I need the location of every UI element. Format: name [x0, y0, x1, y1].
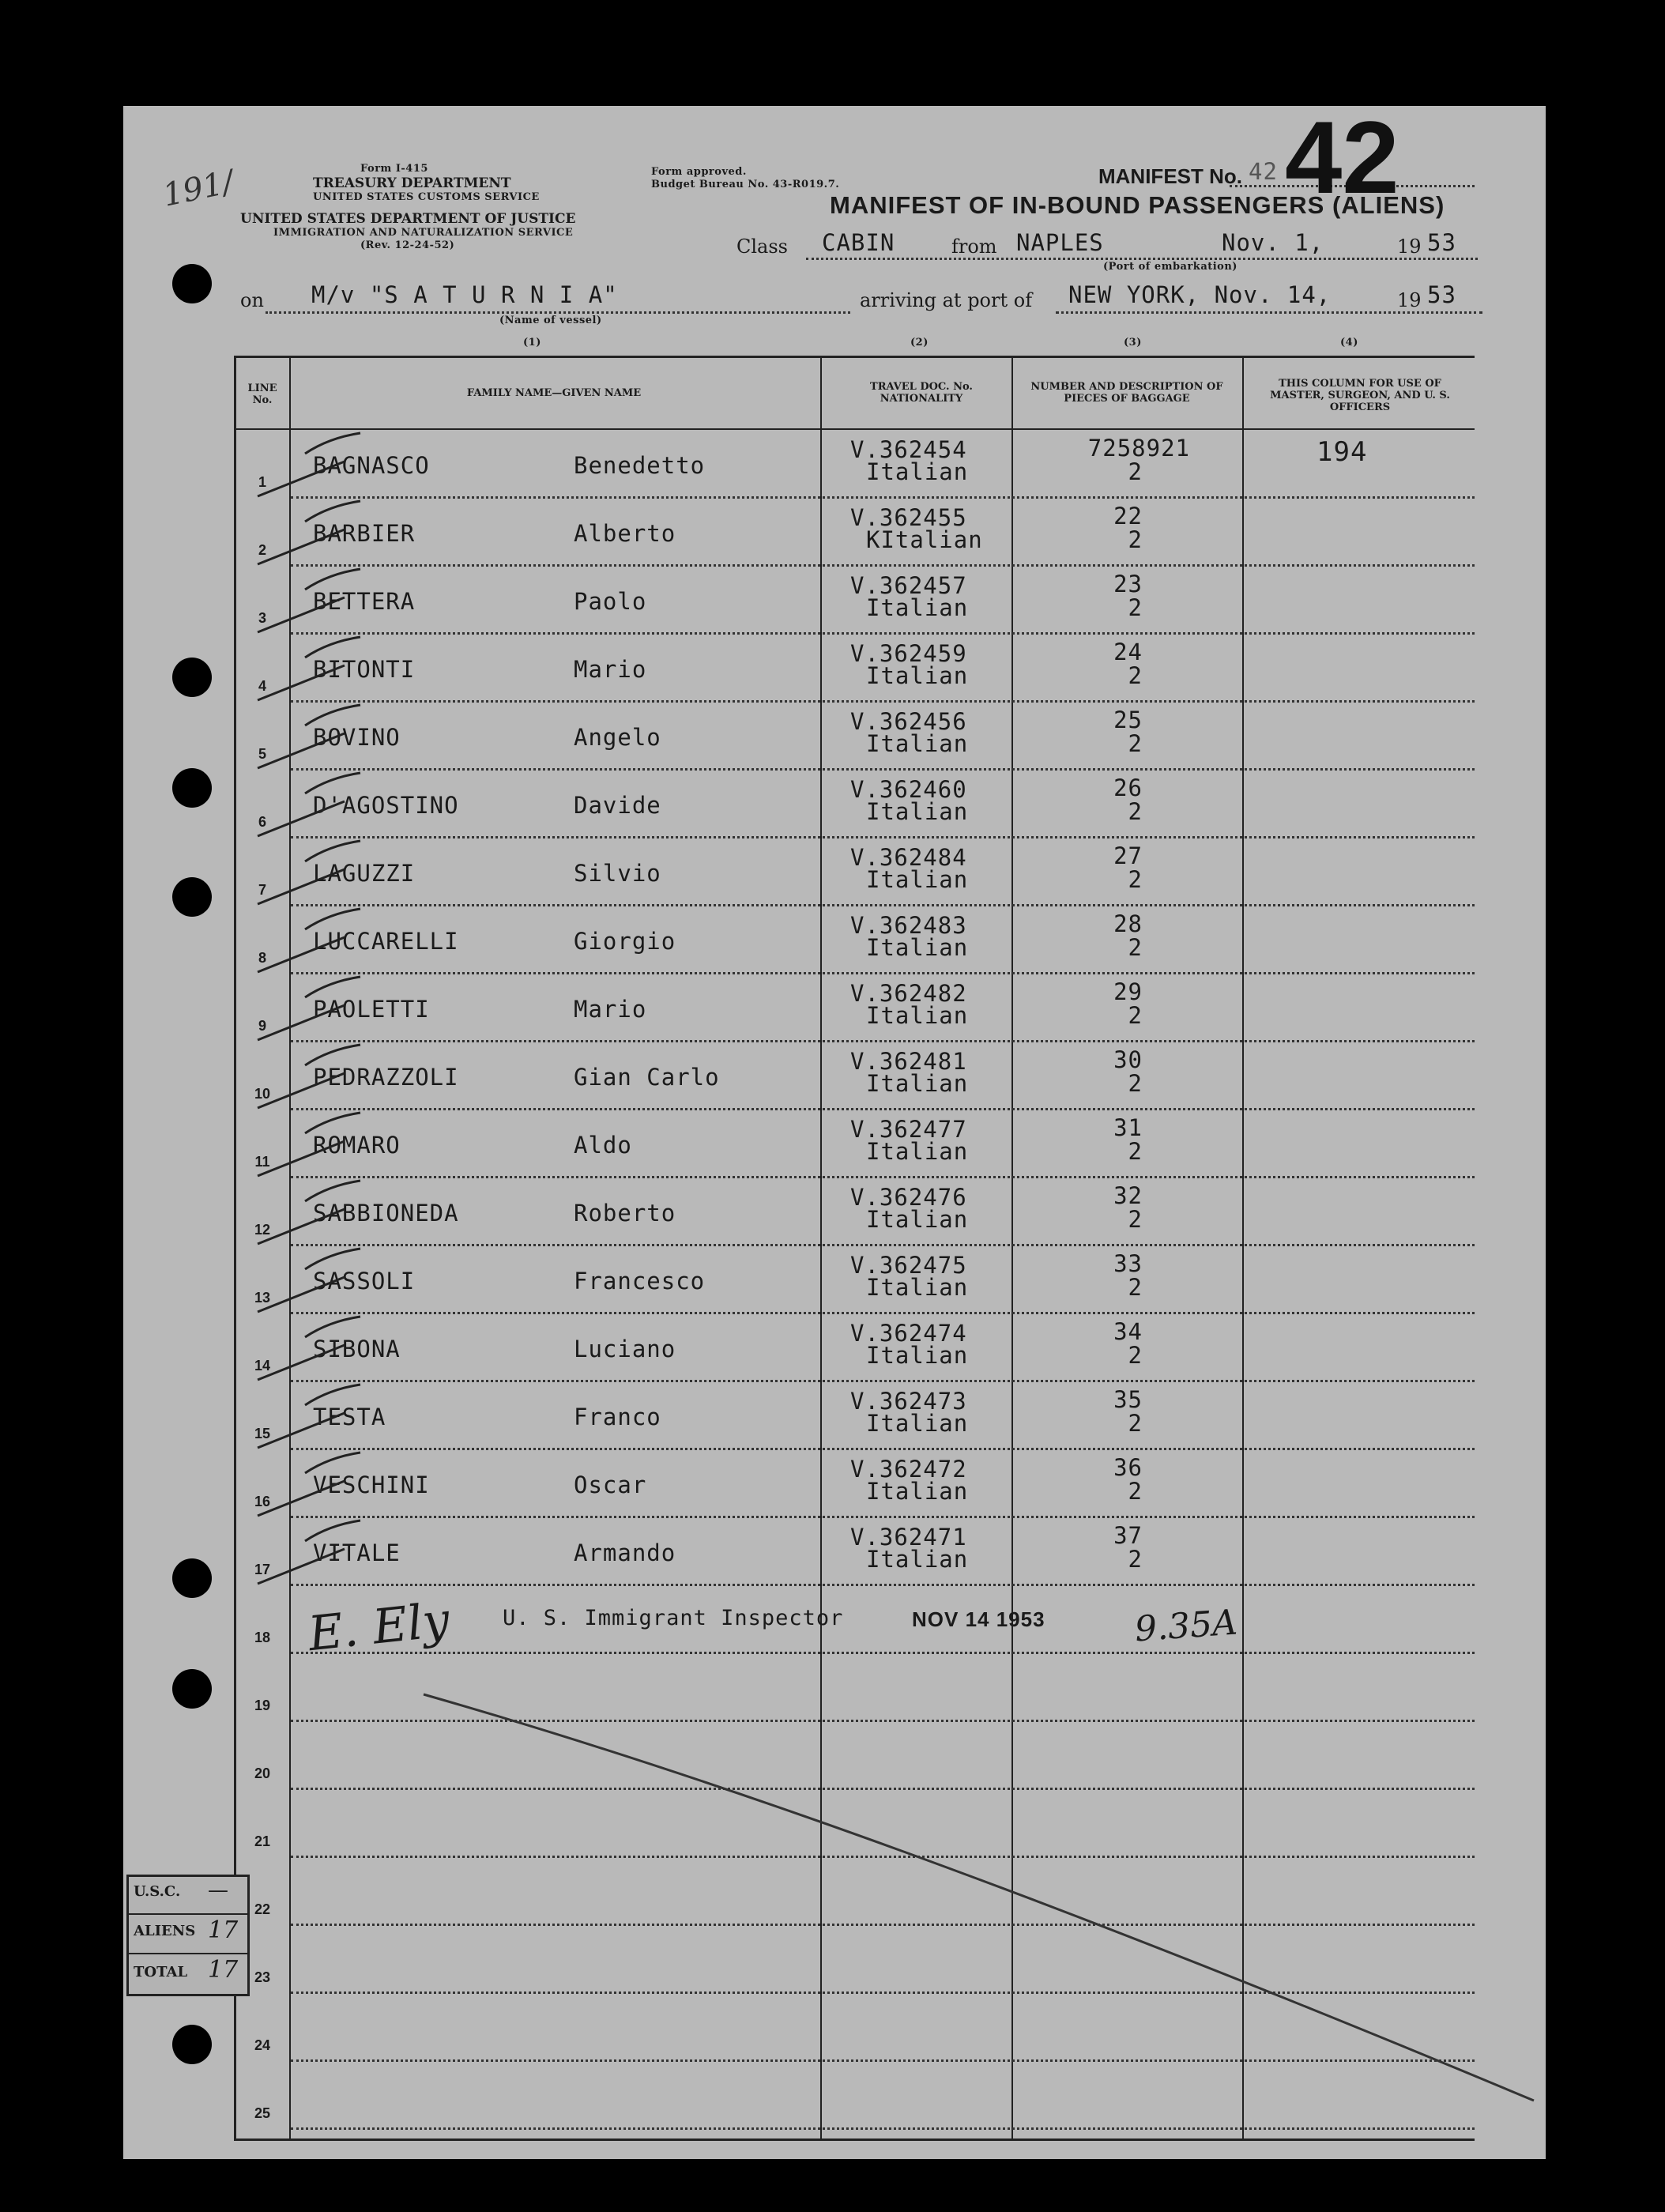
baggage-pieces: 2 — [1128, 526, 1143, 553]
travel-doc-number: V.362455 — [850, 504, 967, 531]
total-label: TOTAL — [134, 1964, 188, 1980]
nationality: Italian — [866, 1478, 969, 1505]
given-name: Luciano — [574, 1336, 676, 1362]
baggage-tag-number: 28 — [1113, 910, 1143, 937]
table-row — [123, 566, 1546, 634]
line-number: 4 — [258, 678, 266, 694]
baggage-pieces: 2 — [1128, 458, 1143, 485]
form-revision: (Rev. 12-24-52) — [360, 239, 455, 251]
travel-doc-number: V.362473 — [850, 1388, 967, 1415]
table-row — [123, 770, 1546, 838]
table-row — [123, 1178, 1546, 1245]
baggage-pieces: 2 — [1128, 594, 1143, 621]
table-row — [123, 974, 1546, 1042]
line-number: 21 — [254, 1833, 271, 1849]
column-number-3: (3) — [1124, 337, 1142, 349]
given-name: Mario — [574, 996, 647, 1023]
family-name: TESTA — [313, 1404, 386, 1430]
line-number: 1 — [258, 474, 266, 490]
baggage-tag-number: 33 — [1113, 1250, 1143, 1277]
travel-doc-number: V.362481 — [850, 1048, 967, 1075]
aliens-value: 17 — [208, 1916, 239, 1944]
family-name: D'AGOSTINO — [313, 792, 459, 819]
usc-value: — — [208, 1879, 228, 1902]
department-of-justice: UNITED STATES DEPARTMENT OF JUSTICE — [240, 211, 576, 227]
given-name: Angelo — [574, 724, 661, 751]
baggage-pieces: 2 — [1128, 1274, 1143, 1301]
vessel-name: M/v "S A T U R N I A" — [311, 281, 618, 308]
baggage-tag-number: 22 — [1113, 503, 1143, 529]
given-name: Armando — [574, 1539, 676, 1566]
line-number: 20 — [254, 1765, 271, 1781]
tally-stamp — [126, 1875, 250, 1996]
family-name: PEDRAZZOLI — [313, 1064, 459, 1091]
family-name: VITALE — [313, 1539, 401, 1566]
nationality: Italian — [866, 1342, 969, 1369]
from-label: from — [951, 236, 997, 258]
nationality: Italian — [866, 730, 969, 757]
baggage-pieces: 2 — [1128, 730, 1143, 757]
nationality: Italian — [866, 458, 969, 485]
customs-service: UNITED STATES CUSTOMS SERVICE — [313, 191, 540, 203]
baggage-tag-number: 35 — [1113, 1386, 1143, 1413]
nationality: Italian — [866, 798, 969, 825]
port-embarkation-caption: (Port of embarkation) — [1103, 261, 1237, 273]
line-number: 5 — [258, 746, 266, 762]
table-row — [123, 1993, 1546, 2061]
table-row — [123, 702, 1546, 770]
inspector-label: U. S. Immigrant Inspector — [503, 1606, 844, 1630]
tally-divider — [129, 1913, 247, 1915]
family-name: ROMARO — [313, 1132, 401, 1159]
header-travel-doc: TRAVEL DOC. No. NATIONALITY — [870, 381, 973, 405]
line-number: 16 — [254, 1494, 271, 1509]
given-name: Gian Carlo — [574, 1064, 720, 1091]
travel-doc-number: V.362459 — [850, 640, 967, 667]
line-number: 18 — [254, 1630, 271, 1645]
table-row — [123, 430, 1546, 498]
line-number: 14 — [254, 1358, 271, 1374]
line-number: 24 — [254, 2037, 271, 2053]
baggage-pieces: 2 — [1128, 1342, 1143, 1369]
nationality: Italian — [866, 1138, 969, 1165]
line-number: 12 — [254, 1222, 271, 1238]
nationality: Italian — [866, 1206, 969, 1233]
inspector-signature: E. Ely — [305, 1592, 452, 1663]
baggage-tag-number: 36 — [1113, 1454, 1143, 1481]
table-row — [123, 906, 1546, 974]
baggage-tag-number: 31 — [1113, 1114, 1143, 1141]
table-row — [123, 1857, 1546, 1925]
given-name: Franco — [574, 1404, 661, 1430]
line-number: 19 — [254, 1698, 271, 1713]
nationality: Italian — [866, 1070, 969, 1097]
header-officers: THIS COLUMN FOR USE OF MASTER, SURGEON, AND U. S. OFFICERS — [1270, 378, 1450, 413]
arriving-value: NEW YORK, Nov. 14, — [1068, 281, 1332, 308]
column-number-2: (2) — [910, 337, 929, 349]
baggage-tag-number: 24 — [1113, 639, 1143, 665]
table-row — [123, 1653, 1546, 1721]
line-number: 11 — [254, 1154, 270, 1170]
arrival-year: 53 — [1427, 281, 1456, 308]
arriving-line — [1056, 311, 1482, 314]
treasury-department: TREASURY DEPARTMENT — [313, 175, 511, 191]
nationality: Italian — [866, 1546, 969, 1573]
family-name: PAOLETTI — [313, 996, 430, 1023]
baggage-pieces: 2 — [1128, 798, 1143, 825]
arrival-year-prefix: 19 — [1397, 289, 1422, 311]
baggage-pieces: 2 — [1128, 1410, 1143, 1437]
line-number: 6 — [258, 814, 266, 830]
header-name: FAMILY NAME—GIVEN NAME — [466, 387, 642, 399]
travel-doc-number: V.362482 — [850, 980, 967, 1007]
family-name: BOVINO — [313, 724, 401, 751]
given-name: Francesco — [574, 1268, 706, 1294]
table-row — [123, 1245, 1546, 1313]
table-row — [123, 1517, 1546, 1585]
table-row — [123, 634, 1546, 702]
travel-doc-number: V.362456 — [850, 708, 967, 735]
nationality: Italian — [866, 866, 969, 893]
line-number: 3 — [258, 610, 266, 626]
departure-date: Nov. 1, — [1222, 229, 1324, 256]
given-name: Davide — [574, 792, 661, 819]
travel-doc-number: V.362471 — [850, 1524, 967, 1551]
given-name: Alberto — [574, 520, 676, 547]
inspection-date-stamp: NOV 14 1953 — [912, 1607, 1045, 1631]
nationality: Italian — [866, 1274, 969, 1301]
family-name: BITONTI — [313, 656, 416, 683]
class-line — [806, 258, 1478, 260]
manifest-number-small: 42 — [1249, 158, 1278, 185]
travel-doc-number: V.362457 — [850, 572, 967, 599]
travel-doc-number: V.362475 — [850, 1252, 967, 1279]
class-label: Class — [736, 236, 788, 258]
baggage-pieces: 2 — [1128, 662, 1143, 689]
travel-doc-number: V.362476 — [850, 1184, 967, 1211]
nationality: Italian — [866, 594, 969, 621]
travel-doc-number: V.362454 — [850, 436, 967, 463]
given-name: Paolo — [574, 588, 647, 615]
line-number: 17 — [254, 1562, 271, 1577]
baggage-tag-number: 32 — [1113, 1182, 1143, 1209]
given-name: Silvio — [574, 860, 661, 887]
table-row — [123, 1381, 1546, 1449]
table-row — [123, 1449, 1546, 1517]
total-value: 17 — [208, 1956, 239, 1984]
table-row — [123, 1042, 1546, 1110]
table-top-rule — [234, 356, 1475, 358]
line-number: 2 — [258, 542, 266, 558]
baggage-tag-number: 26 — [1113, 774, 1143, 801]
line-number: 22 — [254, 1901, 271, 1917]
given-name: Mario — [574, 656, 647, 683]
inspection-time: 9.35A — [1133, 1602, 1239, 1650]
given-name: Aldo — [574, 1132, 632, 1159]
from-value: NAPLES — [1016, 229, 1104, 256]
baggage-pieces: 2 — [1128, 934, 1143, 961]
table-row — [123, 2061, 1546, 2129]
line-number: 8 — [258, 950, 266, 966]
family-name: BARBIER — [313, 520, 416, 547]
nationality: Italian — [866, 934, 969, 961]
given-name: Giorgio — [574, 928, 676, 955]
baggage-tag-number: 7258921 — [1087, 435, 1190, 462]
manifest-title: MANIFEST OF IN-BOUND PASSENGERS (ALIENS) — [830, 191, 1445, 219]
family-name: SASSOLI — [313, 1268, 416, 1294]
line-number: 13 — [254, 1290, 271, 1306]
baggage-pieces: 2 — [1128, 866, 1143, 893]
line-number: 9 — [258, 1018, 266, 1034]
given-name: Benedetto — [574, 452, 706, 479]
table-row — [123, 1925, 1546, 1993]
family-name: BAGNASCO — [313, 452, 430, 479]
baggage-pieces: 2 — [1128, 1478, 1143, 1505]
nationality: Italian — [866, 662, 969, 689]
header-line-no: LINE No. — [247, 382, 277, 406]
nationality: Italian — [866, 1410, 969, 1437]
travel-doc-number: V.362472 — [850, 1456, 967, 1483]
table-row — [123, 498, 1546, 566]
baggage-pieces: 2 — [1128, 1546, 1143, 1573]
table-row — [123, 1789, 1546, 1857]
vessel-caption: (Name of vessel) — [499, 315, 602, 326]
tally-divider — [129, 1953, 247, 1954]
baggage-pieces: 2 — [1128, 1206, 1143, 1233]
row-separator — [291, 2127, 1475, 2130]
baggage-tag-number: 30 — [1113, 1046, 1143, 1073]
officer-note: 194 — [1317, 436, 1368, 468]
form-approved: Form approved. — [651, 166, 747, 178]
table-row — [123, 1313, 1546, 1381]
form-number: Form I-415 — [360, 163, 428, 175]
aliens-label: ALIENS — [134, 1923, 196, 1939]
family-name: SABBIONEDA — [313, 1200, 459, 1227]
travel-doc-number: V.362474 — [850, 1320, 967, 1347]
line-number: 10 — [254, 1086, 271, 1102]
travel-doc-number: V.362477 — [850, 1116, 967, 1143]
manifest-sheet — [123, 100, 1546, 2159]
family-name: BETTERA — [313, 588, 416, 615]
departure-year: 53 — [1427, 229, 1456, 256]
baggage-tag-number: 25 — [1113, 707, 1143, 733]
line-number: 7 — [258, 882, 266, 898]
budget-bureau: Budget Bureau No. 43-R019.7. — [651, 179, 840, 190]
nationality: KItalian — [866, 526, 983, 553]
handwritten-mark: 191/ — [160, 164, 237, 214]
given-name: Oscar — [574, 1472, 647, 1498]
arriving-label: arriving at port of — [860, 289, 1033, 311]
family-name: LAGUZZI — [313, 860, 416, 887]
table-bottom-rule — [234, 2139, 1475, 2141]
table-row — [123, 838, 1546, 906]
nationality: Italian — [866, 1002, 969, 1029]
baggage-pieces: 2 — [1128, 1070, 1143, 1097]
ins-service: IMMIGRATION AND NATURALIZATION SERVICE — [273, 227, 574, 239]
baggage-tag-number: 29 — [1113, 978, 1143, 1005]
header-baggage: NUMBER AND DESCRIPTION OF PIECES OF BAGGAGE — [1030, 381, 1223, 405]
baggage-pieces: 2 — [1128, 1138, 1143, 1165]
table-row — [123, 1110, 1546, 1178]
baggage-tag-number: 37 — [1113, 1522, 1143, 1549]
binder-hole — [172, 264, 212, 303]
departure-year-prefix: 19 — [1397, 236, 1422, 258]
family-name: VESCHINI — [313, 1472, 430, 1498]
column-number-1: (1) — [523, 337, 541, 349]
line-number: 15 — [254, 1426, 271, 1441]
vessel-line — [266, 311, 850, 314]
line-number: 23 — [254, 1969, 271, 1985]
manifest-label: MANIFEST No. — [1098, 164, 1242, 188]
given-name: Roberto — [574, 1200, 676, 1227]
travel-doc-number: V.362483 — [850, 912, 967, 939]
baggage-pieces: 2 — [1128, 1002, 1143, 1029]
family-name: SIBONA — [313, 1336, 401, 1362]
on-label: on — [240, 289, 264, 311]
table-row — [123, 1721, 1546, 1789]
line-number: 25 — [254, 2105, 271, 2121]
class-value: CABIN — [822, 229, 895, 256]
travel-doc-number: V.362484 — [850, 844, 967, 871]
usc-label: U.S.C. — [134, 1883, 181, 1900]
baggage-tag-number: 34 — [1113, 1318, 1143, 1345]
column-number-4: (4) — [1340, 337, 1358, 349]
manifest-number-large: 42 — [1285, 100, 1399, 215]
baggage-tag-number: 23 — [1113, 571, 1143, 597]
baggage-tag-number: 27 — [1113, 842, 1143, 869]
family-name: LUCCARELLI — [313, 928, 459, 955]
travel-doc-number: V.362460 — [850, 776, 967, 803]
